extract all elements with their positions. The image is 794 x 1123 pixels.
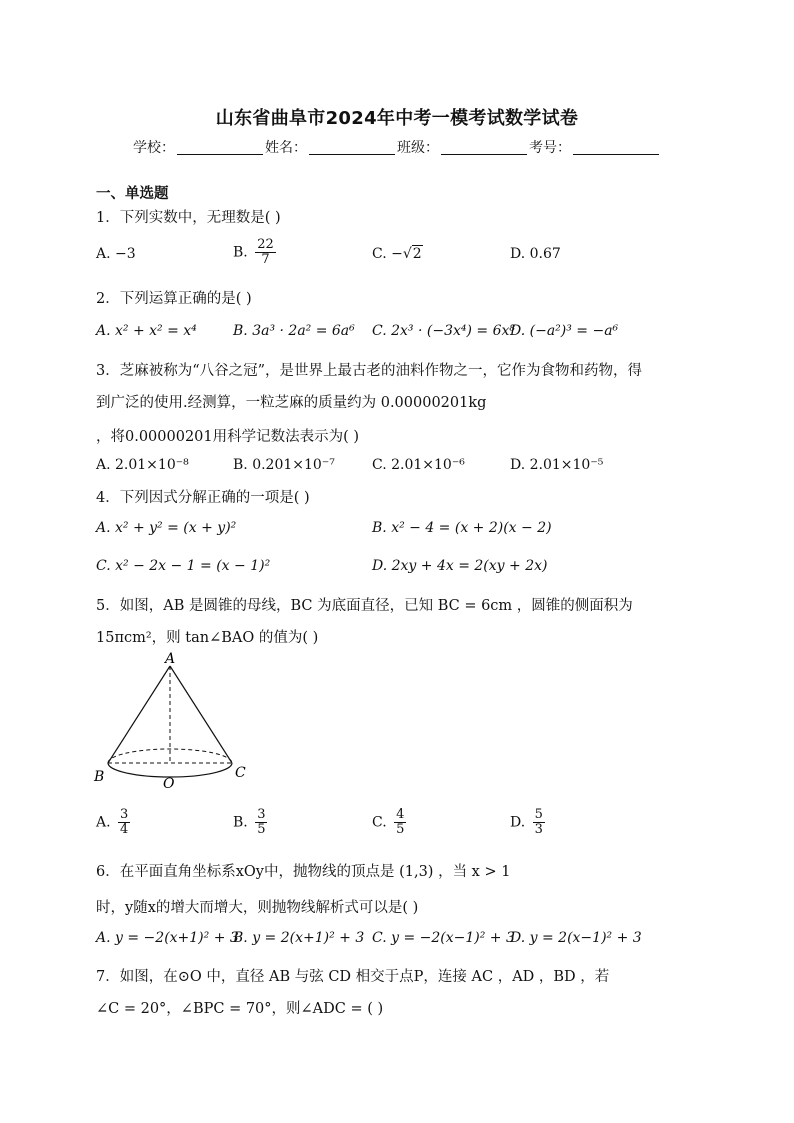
question-6-line-1: 6．在平面直角坐标系xOy中，抛物线的顶点是 (1,3) ，当 x > 1 — [96, 864, 511, 880]
q6-option-a: A. y = −2(x+1)² + 3 — [96, 930, 239, 946]
class-label: 班级： — [397, 140, 439, 156]
question-5-line-2: 15πcm²，则 tan∠BAO 的值为( ) — [96, 630, 319, 646]
q5-option-c — [372, 808, 406, 837]
q5-option-c-prefix: C. — [372, 814, 392, 831]
label-a: A — [165, 651, 176, 667]
student-info-line — [0, 137, 794, 157]
question-7-line-1: 7．如图，在⊙O 中，直径 AB 与弦 CD 相交于点P，连接 AC ，AD ，BD ，若 — [96, 969, 610, 985]
section-heading: 一、单选题 — [96, 186, 169, 202]
label-o: O — [163, 776, 175, 792]
q5-option-a-fraction — [118, 808, 130, 837]
question-3-line-3: ，将0.00000201用科学记数法表示为( ) — [96, 429, 360, 445]
q1-option-a: A. −3 — [96, 246, 136, 262]
q5-option-b-fraction — [255, 808, 267, 837]
fraction-numerator: 22 — [257, 237, 274, 252]
q3-option-d: D. 2.01×10⁻⁵ — [510, 457, 604, 473]
base-front-arc — [108, 763, 232, 777]
q2-option-b: B. 3a³ · 2a² = 6a⁶ — [233, 323, 355, 339]
q1-option-c — [372, 246, 423, 262]
q4-option-b: B. x² − 4 = (x + 2)(x − 2) — [372, 520, 552, 536]
fraction-numerator: 4 — [396, 807, 405, 822]
fraction-denominator: 7 — [261, 252, 270, 267]
radicand: 2 — [412, 246, 422, 262]
name-blank[interactable] — [309, 140, 395, 155]
fraction-numerator: 5 — [534, 807, 543, 822]
name-label: 姓名： — [265, 140, 307, 156]
q2-option-d: D. (−a²)³ = −a⁶ — [510, 323, 619, 339]
q3-option-c: C. 2.01×10⁻⁶ — [372, 457, 465, 473]
question-2-stem: 2．下列运算正确的是( ) — [96, 291, 252, 307]
class-blank[interactable] — [441, 140, 527, 155]
fraction-denominator: 4 — [120, 822, 129, 837]
question-7-line-2: ∠C = 20°，∠BPC = 70°，则∠ADC = ( ) — [96, 1001, 384, 1017]
q6-option-d: D. y = 2(x−1)² + 3 — [510, 930, 642, 946]
q4-option-a: A. x² + y² = (x + y)² — [96, 520, 237, 536]
q3-option-a: A. 2.01×10⁻⁸ — [96, 457, 189, 473]
q5-option-d — [510, 808, 545, 837]
q1-option-d: D. 0.67 — [510, 246, 561, 262]
q2-option-c: C. 2x³ · (−3x⁴) = 6x⁸ — [372, 323, 515, 339]
fraction-denominator: 5 — [396, 822, 405, 837]
q4-option-c: C. x² − 2x − 1 = (x − 1)² — [96, 558, 271, 574]
q1-option-b — [233, 238, 276, 267]
q5-option-a-prefix: A. — [96, 814, 116, 831]
q5-option-a — [96, 808, 130, 837]
q3-option-b: B. 0.201×10⁻⁷ — [233, 457, 335, 473]
q5-option-d-prefix: D. — [510, 814, 530, 831]
exam-no-blank[interactable] — [573, 140, 659, 155]
q5-option-d-fraction — [533, 808, 545, 837]
question-5-line-1: 5．如图，AB 是圆锥的母线，BC 为底面直径，已知 BC = 6cm ，圆锥的侧面积为 — [96, 598, 633, 614]
q6-option-b: B. y = 2(x+1)² + 3 — [233, 930, 365, 946]
fraction-numerator: 3 — [120, 807, 129, 822]
q5-option-c-fraction — [394, 808, 406, 837]
cone-right-edge — [170, 666, 232, 763]
question-1-stem: 1．下列实数中，无理数是( ) — [96, 210, 281, 226]
cone-left-edge — [108, 666, 170, 763]
q5-option-b — [233, 808, 267, 837]
q4-option-d: D. 2xy + 4x = 2(xy + 2x) — [372, 558, 548, 574]
question-4-stem: 4．下列因式分解正确的一项是( ) — [96, 490, 310, 506]
q6-option-c: C. y = −2(x−1)² + 3 — [372, 930, 515, 946]
label-b: B — [94, 769, 105, 785]
fraction-denominator: 5 — [257, 822, 266, 837]
school-label: 学校： — [133, 140, 175, 156]
exam-title: 山东省曲阜市2024年中考一模考试数学试卷 — [215, 108, 579, 129]
fraction-numerator: 3 — [257, 807, 266, 822]
cone-figure — [92, 650, 262, 795]
question-3-line-1: 3．芝麻被称为“八谷之冠”，是世界上最古老的油料作物之一，它作为食物和药物，得 — [96, 363, 643, 379]
q1-option-b-prefix: B. — [233, 244, 253, 261]
q5-option-b-prefix: B. — [233, 814, 253, 831]
question-6-line-2: 时，y随x的增大而增大，则抛物线解析式可以是( ) — [96, 900, 419, 916]
fraction-denominator: 3 — [534, 822, 543, 837]
q1-option-b-fraction — [255, 238, 276, 267]
school-blank[interactable] — [177, 140, 263, 155]
sqrt-sign: √ — [402, 246, 412, 262]
label-c: C — [235, 765, 246, 781]
question-3-line-2: 到广泛的使用.经测算，一粒芝麻的质量约为 0.00000201kg — [96, 395, 487, 411]
q2-option-a: A. x² + x² = x⁴ — [96, 323, 197, 339]
exam-no-label: 考号： — [529, 140, 571, 156]
q1-option-c-prefix: C. − — [372, 246, 403, 262]
